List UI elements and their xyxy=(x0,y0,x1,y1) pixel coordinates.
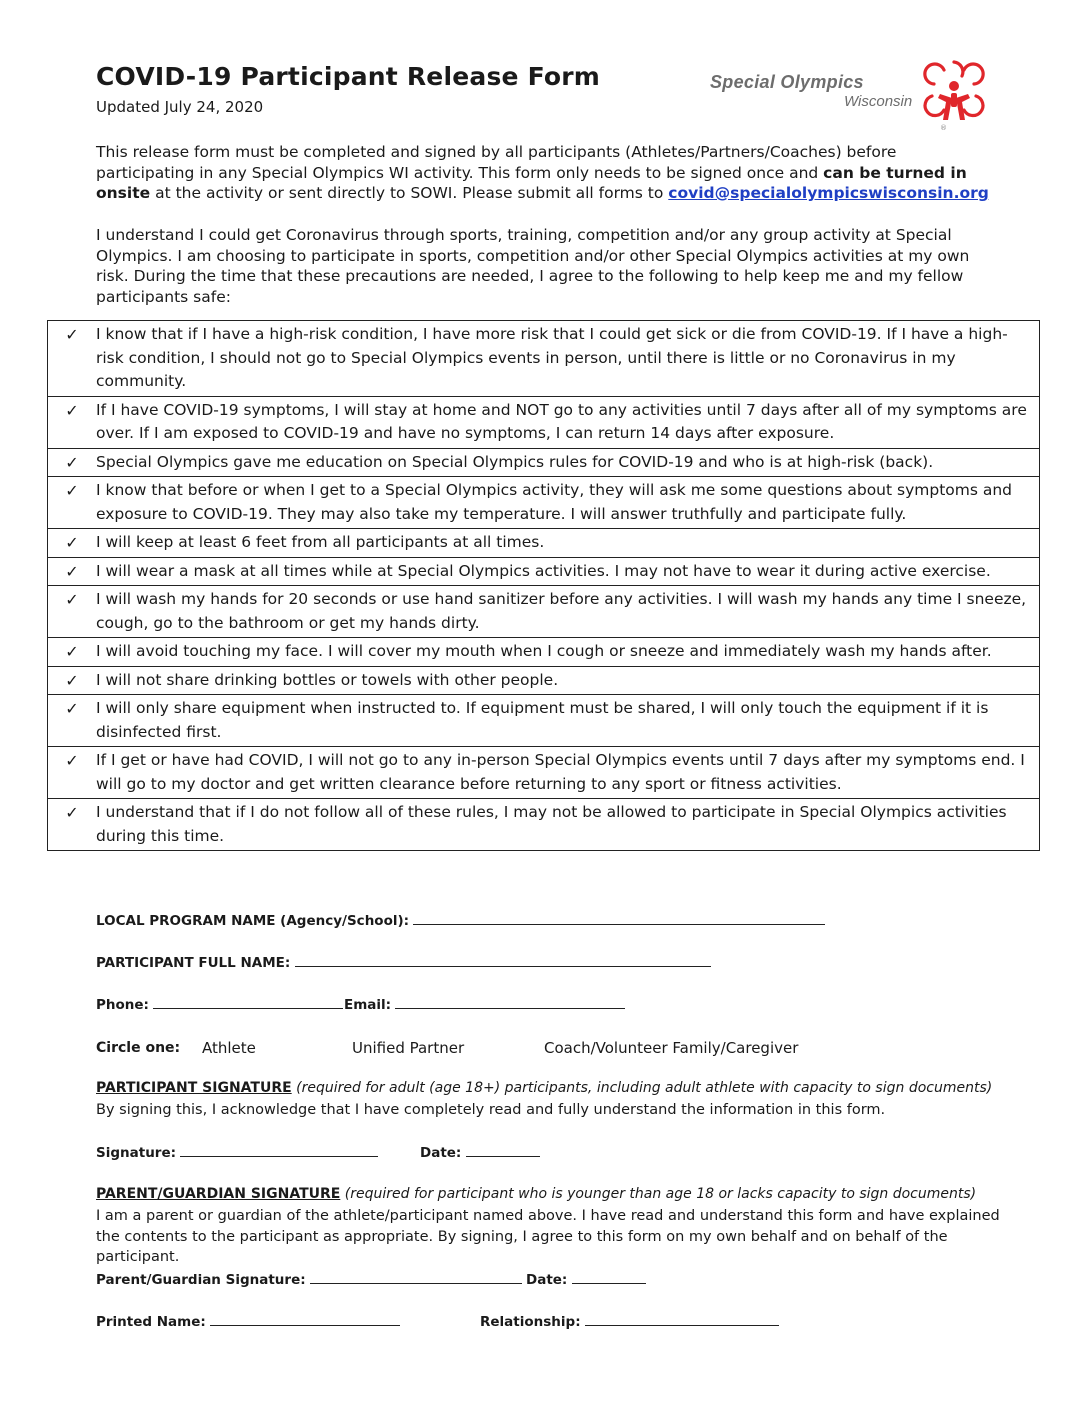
checkmark-icon: ✓ xyxy=(65,533,79,552)
guardian-date-field[interactable]: Date: xyxy=(526,1271,646,1288)
checkmark-icon: ✓ xyxy=(65,561,79,581)
circle-one-label: Circle one: xyxy=(96,1040,181,1056)
updated-date: Updated July 24, 2020 xyxy=(96,98,264,116)
rule-text: I understand that if I do not follow all of these rules, I may not be allowed to participate in Special Olympics activities during this time. xyxy=(96,799,1040,851)
program-name-field[interactable]: LOCAL PROGRAM NAME (Agency/School): xyxy=(96,912,825,929)
rule-row xyxy=(48,695,1040,747)
checkmark-icon: ✓ xyxy=(65,590,79,609)
checkmark-icon: ✓ xyxy=(65,699,79,718)
rule-text: I will keep at least 6 feet from all participants at all times. xyxy=(96,529,1040,558)
rule-row xyxy=(48,396,1040,448)
email-field[interactable]: Email: xyxy=(344,996,625,1013)
rule-text: I will only share equipment when instructed to. If equipment must be shared, I will only touch the equipment if it is disinfected first. xyxy=(96,695,1040,747)
guardian-signature-text: I am a parent or guardian of the athlete/participant named above. I have read and understand this form and have explained the contents to the participant as appropriate. By signing, I agree to this form on my own behalf and on behalf of the participant. xyxy=(96,1208,1000,1265)
rule-text: I will not share drinking bottles or towels with other people. xyxy=(96,666,1040,695)
guardian-signature-heading: PARENT/GUARDIAN SIGNATURE (required for participant who is younger than age 18 or lacks capacity to sign documents) xyxy=(96,1186,977,1202)
participant-signature-text: By signing this, I acknowledge that I have completely read and fully understand the information in this form. xyxy=(96,1102,886,1118)
rule-row xyxy=(48,638,1040,667)
rule-row xyxy=(48,666,1040,695)
checkmark-icon: ✓ xyxy=(65,481,79,500)
page-title: COVID-19 Participant Release Form xyxy=(96,62,600,91)
checkmark-icon: ✓ xyxy=(65,325,79,344)
rule-text: I will avoid touching my face. I will cover my mouth when I cough or sneeze and immediately wash my hands after. xyxy=(96,638,1040,667)
guardian-signature-field[interactable]: Parent/Guardian Signature: xyxy=(96,1271,522,1288)
checkmark-icon: ✓ xyxy=(65,803,79,822)
checkmark-icon: ✓ xyxy=(65,642,79,661)
rules-table xyxy=(47,320,1040,851)
participant-signature-heading: PARTICIPANT SIGNATURE (required for adult (age 18+) participants, including adult athlete with capacity to sign documents) xyxy=(96,1080,993,1096)
trademark-symbol: ® xyxy=(940,124,947,132)
special-olympics-logo xyxy=(710,58,1000,138)
participant-signature-field[interactable]: Signature: xyxy=(96,1144,378,1161)
printed-name-field[interactable]: Printed Name: xyxy=(96,1313,400,1330)
rule-text: If I have COVID-19 symptoms, I will stay at home and NOT go to any activities until 7 days after all of my symptoms are over. If I am exposed to COVID-19 and have no symptoms, I can return 14 days after exposure. xyxy=(96,396,1040,448)
relationship-field[interactable]: Relationship: xyxy=(480,1313,779,1330)
participant-date-field[interactable]: Date: xyxy=(420,1144,540,1161)
option-coach-volunteer[interactable]: Coach/Volunteer Family/Caregiver xyxy=(544,1039,799,1057)
checkmark-icon: ✓ xyxy=(65,670,79,690)
rule-text: I will wear a mask at all times while at Special Olympics activities. I may not have to wear it during active exercise. xyxy=(96,557,1040,586)
rule-row xyxy=(48,799,1040,851)
rule-row xyxy=(48,557,1040,586)
rule-row xyxy=(48,321,1040,397)
rule-text: I know that if I have a high-risk condition, I have more risk that I could get sick or die from COVID-19. If I have a high-risk condition, I should not go to Special Olympics events in person, until there is little or no Coronavirus in my community. xyxy=(96,321,1040,397)
rule-text: I know that before or when I get to a Special Olympics activity, they will ask me some questions about symptoms and exposure to COVID-19. They may also take my temperature. I will answer truthfully and participate fully. xyxy=(96,477,1040,529)
rule-row xyxy=(48,586,1040,638)
option-athlete[interactable]: Athlete xyxy=(202,1039,256,1057)
rule-row xyxy=(48,448,1040,477)
checkmark-icon: ✓ xyxy=(65,400,79,420)
phone-field[interactable]: Phone: xyxy=(96,996,343,1013)
rule-row xyxy=(48,747,1040,799)
checkmark-icon: ✓ xyxy=(65,452,79,472)
checkmark-icon: ✓ xyxy=(65,751,79,770)
rule-row xyxy=(48,477,1040,529)
submit-email-link[interactable]: covid@specialolympicswisconsin.org xyxy=(668,184,989,202)
logo-text: Special Olympics xyxy=(710,72,864,92)
intro-paragraph: This release form must be completed and signed by all participants (Athletes/Partners/Coaches) before participating in any Special Olympics WI activity. This form only needs to be signed once and can be turned in onsite at the activity or sent directly to SOWI. Please submit all forms to covid@specialolympicswisconsin.org xyxy=(96,143,989,202)
logo-subtext: Wisconsin xyxy=(844,93,913,110)
rule-text: If I get or have had COVID, I will not go to any in-person Special Olympics events until 7 days after my symptoms end. I will go to my doctor and get written clearance before returning to any sport or fitness activities. xyxy=(96,747,1040,799)
participant-name-field[interactable]: PARTICIPANT FULL NAME: xyxy=(96,954,711,971)
rule-row xyxy=(48,529,1040,558)
rule-text: Special Olympics gave me education on Special Olympics rules for COVID-19 and who is at high-risk (back). xyxy=(96,448,1040,477)
understand-paragraph: I understand I could get Coronavirus through sports, training, competition and/or any group activity at Special Olympics. I am choosing to participate in sports, competition and/or other Special Olympics activities at my own risk. During the time that these precautions are needed, I agree to the following to help keep me and my fellow participants safe: xyxy=(96,226,970,306)
special-olympics-mark-icon xyxy=(922,58,986,134)
rule-text: I will wash my hands for 20 seconds or use hand sanitizer before any activities. I will wash my hands any time I sneeze, cough, go to the bathroom or get my hands dirty. xyxy=(96,586,1040,638)
option-unified-partner[interactable]: Unified Partner xyxy=(352,1039,465,1057)
